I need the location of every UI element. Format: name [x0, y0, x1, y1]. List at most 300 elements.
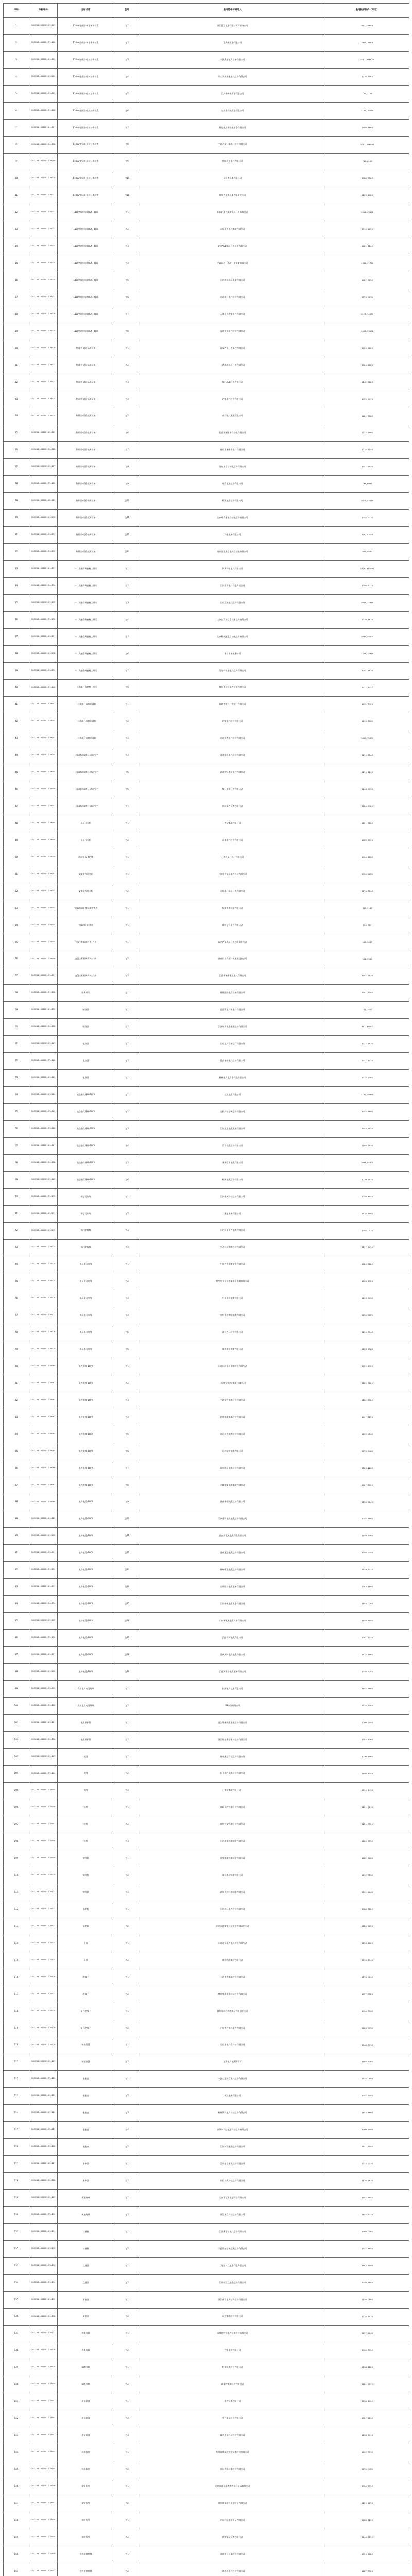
cell-seq: 138 [4, 2342, 29, 2359]
table-row [4, 1426, 409, 1443]
cell-package: 包2 [114, 2088, 140, 2105]
cell-winner: 远东电缆有限公司 [140, 1087, 325, 1104]
cell-seq: 11 [4, 187, 29, 204]
header-seq: 序号 [4, 4, 29, 18]
cell-price: 861, 39007 [325, 1019, 409, 1036]
cell-winner: 积成电子股份有限公司 [140, 493, 325, 510]
cell-package: 包3 [114, 1782, 140, 1799]
cell-seq: 24 [4, 408, 29, 425]
cell-lot-id: CG1Z48-1002001-110067 [29, 1137, 58, 1154]
cell-lot-name: 计量箱 [58, 2223, 114, 2240]
cell-package: 包1 [114, 2478, 140, 2495]
cell-package: 包2 [114, 1104, 140, 1121]
cell-lot-id: CG1Z48-1002001-110042 [29, 713, 58, 730]
cell-seq: 114 [4, 1935, 29, 1952]
cell-lot-id: CG1Z48-1002001-110124 [29, 2105, 58, 2122]
table-row [4, 1409, 409, 1426]
cell-lot-name: 电力电缆-10kV [58, 1460, 114, 1477]
cell-lot-name: 光缆 [58, 1782, 114, 1799]
table-row [4, 1053, 409, 1070]
cell-lot-id: CG1Z48-1002001-110028 [29, 476, 58, 493]
cell-seq: 129 [4, 2190, 29, 2207]
cell-seq: 137 [4, 2325, 29, 2342]
cell-lot-name: 直流电源 [58, 2342, 114, 2359]
cell-lot-id: CG1Z48-1002001-110060 [29, 1019, 58, 1036]
cell-lot-id: CG1Z48-1002001-110037 [29, 628, 58, 645]
cell-package: 包1 [114, 1070, 140, 1087]
cell-lot-name: 钢芯铝绞线 [58, 1222, 114, 1239]
cell-price: 1018, 7740 [325, 1952, 409, 1969]
cell-lot-name: 物资类-试验检测设备 [58, 527, 114, 544]
cell-winner: 江苏双汇电力发展股份有限公司 [140, 1935, 325, 1952]
cell-package: 包2 [114, 1205, 140, 1222]
cell-lot-name: 架空绝缘导线-10kV [58, 1104, 114, 1121]
cell-package: 包14 [114, 1579, 140, 1596]
cell-winner: 广州市迈克林电力有限公司 [140, 2020, 325, 2037]
cell-winner: 许继电气股份有限公司 [140, 713, 325, 730]
cell-price: 1135, 0640 [325, 1426, 409, 1443]
cell-price: 1270, 2140 [325, 747, 409, 764]
cell-seq: 92 [4, 1562, 29, 1579]
cell-lot-name: 110kV组合电器(GIS)-间隔 [58, 204, 114, 221]
cell-lot-id: CG1Z48-1002001-110118 [29, 2003, 58, 2020]
table-row [4, 442, 409, 459]
table-row [4, 594, 409, 611]
cell-lot-id: CG1Z48-1002001-110116 [29, 1969, 58, 1986]
cell-price: 1025, 7820 [325, 1036, 409, 1053]
cell-lot-id: CG1Z48-1002001-110007 [29, 119, 58, 136]
table-row [4, 1036, 409, 1053]
cell-winner: 新东北电气集团高压开关有限公司 [140, 204, 325, 221]
cell-winner: 湖南华菱线缆股份有限公司 [140, 1494, 325, 1511]
cell-lot-name: 电力电缆-10kV [58, 1494, 114, 1511]
cell-lot-name: 复合绝缘子 [58, 2020, 114, 2037]
cell-package: 包3 [114, 1120, 140, 1137]
cell-price: 1018, 53060 [325, 493, 409, 510]
cell-lot-name: 蓄电池 [58, 2291, 114, 2308]
cell-lot-name: 电力电缆-10kV [58, 1613, 114, 1630]
cell-lot-id: CG1Z48-1002001-110055 [29, 934, 58, 951]
cell-winner: 海湾安全技术有限公司 [140, 2529, 325, 2546]
cell-seq: 73 [4, 1239, 29, 1256]
cell-winner: 北京利达华信电子有限公司 [140, 2512, 325, 2529]
cell-winner: 东软载波科技股份有限公司 [140, 2173, 325, 2190]
cell-lot-name: 复合绝缘子 [58, 2003, 114, 2020]
table-row [4, 1358, 409, 1375]
cell-price: 1032, 9900 [325, 425, 409, 442]
cell-lot-id: CG1Z48-1002001-110123 [29, 2088, 58, 2105]
cell-seq: 108 [4, 1833, 29, 1850]
cell-price: 1097, 096060 [325, 136, 409, 153]
cell-lot-id: CG1Z48-1002001-110062 [29, 1053, 58, 1070]
table-row [4, 1630, 409, 1647]
cell-price: 1153, 7660 [325, 2105, 409, 2122]
cell-package: 包16 [114, 1613, 140, 1630]
cell-package: 包4 [114, 747, 140, 764]
cell-package: 包17 [114, 1630, 140, 1647]
cell-package: 包1 [114, 696, 140, 713]
cell-lot-name: 电能表 [58, 2139, 114, 2156]
cell-winner: 上海思源电气股份有限公司 [140, 2563, 325, 2576]
cell-winner: 广东吉青电缆实业有限公司 [140, 1256, 325, 1273]
table-row [4, 2122, 409, 2139]
table-row [4, 1154, 409, 1171]
table-row [4, 764, 409, 781]
cell-package: 包2 [114, 1918, 140, 1935]
cell-seq: 17 [4, 289, 29, 306]
cell-price: 1036, 6240 [325, 1663, 409, 1680]
table-row [4, 2291, 409, 2308]
cell-lot-id: CG1Z48-1002001-110104 [29, 1765, 58, 1782]
table-row [4, 2257, 409, 2274]
cell-winner: 扬州曙光电缆股份有限公司 [140, 1562, 325, 1579]
cell-lot-name: 电力电缆-10kV [58, 1545, 114, 1562]
cell-seq: 36 [4, 611, 29, 628]
cell-package: 包5 [114, 764, 140, 781]
cell-seq: 149 [4, 2529, 29, 2546]
cell-lot-id: CG1Z48-1002001-110136 [29, 2308, 58, 2325]
cell-lot-name: 铁塔 [58, 1816, 114, 1833]
cell-seq: 72 [4, 1222, 29, 1239]
cell-winner: 江苏宝安电缆有限公司 [140, 1443, 325, 1460]
cell-seq: 110 [4, 1867, 29, 1884]
cell-lot-id: CG1Z48-1002001-110096 [29, 1630, 58, 1647]
table-row [4, 1714, 409, 1731]
cell-lot-name: 直流电源 [58, 2325, 114, 2342]
cell-seq: 35 [4, 594, 29, 611]
cell-seq: 2 [4, 34, 29, 51]
cell-lot-id: CG1Z48-1002001-110112 [29, 1901, 58, 1918]
cell-price: 1081, 2330 [325, 1630, 409, 1647]
cell-seq: 116 [4, 1969, 29, 1986]
cell-winner: 上海思源高压开关有限公司 [140, 357, 325, 374]
cell-price: 1261, 1620 [325, 662, 409, 679]
cell-price: 1115, 7980 [325, 1647, 409, 1664]
table-row [4, 1748, 409, 1765]
cell-winner: 江苏东源电器集团股份有限公司 [140, 1019, 325, 1036]
cell-package: 包7 [114, 119, 140, 136]
cell-seq: 12 [4, 204, 29, 221]
cell-price: 1129, 7310 [325, 1562, 409, 1579]
cell-price: 1561, 4260 [325, 238, 409, 255]
cell-lot-id: CG1Z48-1002001-110089 [29, 1511, 58, 1528]
cell-seq: 27 [4, 459, 29, 476]
cell-winner: 3M中国有限公司 [140, 1697, 325, 1714]
table-row [4, 204, 409, 221]
cell-lot-id: CG1Z48-1002001-110025 [29, 425, 58, 442]
cell-seq: 66 [4, 1120, 29, 1137]
header-row [4, 4, 409, 18]
table-row [4, 849, 409, 866]
cell-lot-name: 一二次融合成套环网箱-空气 [58, 781, 114, 798]
cell-price: 782, 2156 [325, 85, 409, 102]
table-row [4, 815, 409, 832]
cell-lot-id: CG1Z48-1002001-110100 [29, 1697, 58, 1714]
cell-lot-id: CG1Z48-1002001-110150 [29, 2546, 58, 2563]
cell-price: 1190, 6450 [325, 1765, 409, 1782]
cell-package: 包4 [114, 1307, 140, 1324]
cell-lot-id: CG1Z48-1002001-110145 [29, 2461, 58, 2478]
cell-lot-name: 110kV变压器-组装分体装置 [58, 85, 114, 102]
cell-seq: 103 [4, 1748, 29, 1765]
cell-lot-id: CG1Z48-1002001-110044 [29, 747, 58, 764]
table-row [4, 1087, 409, 1104]
cell-lot-id: CG1Z48-1002001-110071 [29, 1205, 58, 1222]
header-package: 包号 [114, 4, 140, 18]
cell-package: 包1 [114, 1850, 140, 1867]
cell-lot-name: 铁塔 [58, 1799, 114, 1816]
cell-winner: 青岛鼎信通讯股份有限公司 [140, 2156, 325, 2173]
cell-lot-id: CG1Z48-1002001-110005 [29, 85, 58, 102]
table-row [4, 1494, 409, 1511]
cell-price: 1193, 0280 [325, 1596, 409, 1613]
cell-winner: 科华恒盛股份有限公司 [140, 2359, 325, 2376]
cell-lot-id: CG1Z48-1002001-110126 [29, 2139, 58, 2156]
cell-lot-name: 交流三相隔离开关-户外 [58, 934, 114, 951]
cell-price: 1055, 8600 [325, 1104, 409, 1121]
cell-seq: 97 [4, 1647, 29, 1664]
cell-package: 包4 [114, 1239, 140, 1256]
cell-winner: 河南通达电缆股份有限公司 [140, 1545, 325, 1562]
table-row [4, 1545, 409, 1562]
cell-package: 包1 [114, 1256, 140, 1273]
cell-winner: 泰开电气集团有限公司 [140, 408, 325, 425]
cell-seq: 83 [4, 1409, 29, 1426]
cell-lot-id: CG1Z48-1002001-110073 [29, 1239, 58, 1256]
cell-winner: 江苏远洋东泽电缆股份有限公司 [140, 1358, 325, 1375]
table-row [4, 255, 409, 272]
cell-lot-name: 光缆 [58, 1765, 114, 1782]
cell-price: 1051, 666876 [325, 51, 409, 68]
cell-winner: 北京双杰电气股份有限公司 [140, 594, 325, 611]
table-row [4, 2376, 409, 2393]
cell-lot-id: CG1Z48-1002001-110059 [29, 1002, 58, 1019]
cell-seq: 53 [4, 900, 29, 917]
cell-seq: 45 [4, 764, 29, 781]
cell-winner: 北京四方继保自动化股份有限公司 [140, 510, 325, 527]
table-row [4, 221, 409, 238]
cell-lot-name: 铁塔 [58, 1833, 114, 1850]
cell-lot-id: CG1Z48-1002001-110095 [29, 1613, 58, 1630]
table-row [4, 476, 409, 493]
cell-lot-name: 物资类-试验检测设备 [58, 442, 114, 459]
award-table [3, 3, 409, 2576]
cell-price: 1236, 24979 [325, 645, 409, 662]
cell-winner: 江苏南瑞泰事达电气有限公司 [140, 968, 325, 985]
cell-package: 包1 [114, 866, 140, 883]
cell-price: 1084, 6360 [325, 1731, 409, 1748]
table-row [4, 1137, 409, 1154]
cell-lot-name: 交流盘式开关柜 [58, 883, 114, 900]
cell-winner: 浙江万马股份有限公司 [140, 1324, 325, 1341]
table-row [4, 1816, 409, 1833]
cell-price: 1102, 2520 [325, 968, 409, 985]
cell-lot-id: CG1Z48-1002001-110052 [29, 883, 58, 900]
cell-package: 包6 [114, 1171, 140, 1188]
cell-seq: 31 [4, 527, 29, 544]
table-row [4, 883, 409, 900]
table-row [4, 510, 409, 527]
cell-price: 1144, 5230 [325, 2206, 409, 2223]
table-row [4, 408, 409, 425]
cell-lot-name: 一二次融合成套柱上开关 [58, 594, 114, 611]
cell-winner: 湖南长高高压开关集团股份公司 [140, 951, 325, 968]
cell-price: 1098, 9350 [325, 1545, 409, 1562]
cell-lot-id: CG1Z48-1002001-110132 [29, 2240, 58, 2257]
cell-package: 包13 [114, 1562, 140, 1579]
cell-package: 包2 [114, 951, 140, 968]
cell-price: 1054, 7270 [325, 510, 409, 527]
cell-price: 1149, 6050 [325, 1613, 409, 1630]
cell-lot-name: 一二次融合成套环网箱 [58, 730, 114, 747]
cell-price: 1273, 7610 [325, 289, 409, 306]
cell-winner: 江苏中天科技股份有限公司 [140, 1188, 325, 1205]
cell-price: 1480, 3866 [325, 119, 409, 136]
cell-package: 包8 [114, 323, 140, 340]
cell-lot-name: 金具 [58, 1935, 114, 1952]
cell-seq: 112 [4, 1901, 29, 1918]
cell-lot-id: CG1Z48-1002001-110016 [29, 272, 58, 289]
cell-winner: 南京南瑞继保电气有限公司 [140, 442, 325, 459]
cell-winner: 厦门华电开关有限公司 [140, 781, 325, 798]
cell-price: 1365, 11760 [325, 255, 409, 272]
cell-package: 包3 [114, 968, 140, 985]
cell-winner: 江苏华鹏变压器有限公司 [140, 85, 325, 102]
cell-package: 包6 [114, 425, 140, 442]
cell-lot-name: 电力电缆-10kV [58, 1409, 114, 1426]
cell-lot-name: 钢芯铝绞线 [58, 1188, 114, 1205]
table-row [4, 713, 409, 730]
cell-winner: 长飞光纤光缆股份有限公司 [140, 1765, 325, 1782]
cell-price: 1069, 9990 [325, 2122, 409, 2139]
cell-lot-id: CG1Z48-1002001-110101 [29, 1714, 58, 1731]
cell-lot-name: 110kV变压器-组装分体装置 [58, 170, 114, 187]
cell-seq: 54 [4, 917, 29, 934]
cell-package: 包2 [114, 221, 140, 238]
cell-seq: 78 [4, 1324, 29, 1341]
cell-price: 1053, 6620 [325, 2546, 409, 2563]
cell-price: 1089, 75000 [325, 730, 409, 747]
cell-winner: 常州西电变压器有限责任公司 [140, 187, 325, 204]
cell-package: 包2 [114, 1952, 140, 1969]
cell-lot-id: CG1Z48-1002001-110120 [29, 2037, 58, 2054]
cell-package: 包1 [114, 2512, 140, 2529]
table-row [4, 1324, 409, 1341]
table-row [4, 934, 409, 951]
cell-lot-name: 物资类-试验检测设备 [58, 340, 114, 357]
cell-package: 包2 [114, 1986, 140, 2003]
cell-package: 包1 [114, 2223, 140, 2240]
cell-seq: 140 [4, 2376, 29, 2393]
cell-winner: 湖北世纪森源电气有限公司 [140, 764, 325, 781]
cell-price: 1130, 3840 [325, 1494, 409, 1511]
cell-price: 1083, 14860 [325, 594, 409, 611]
cell-package: 包1 [114, 1002, 140, 1019]
cell-winner: 醴陵华鑫电瓷科技股份有限公司 [140, 1986, 325, 2003]
cell-winner: 国电南京自动化股份有限公司 [140, 459, 325, 476]
cell-seq: 5 [4, 85, 29, 102]
cell-lot-id: CG1Z48-1002001-110082 [29, 1392, 58, 1409]
cell-winner: 许继集团有限公司 [140, 527, 325, 544]
cell-seq: 39 [4, 662, 29, 679]
cell-price: 1376, 913090 [325, 561, 409, 578]
cell-winner: 长园深瑞继保自动化有限公司 [140, 425, 325, 442]
table-row [4, 374, 409, 391]
cell-seq: 26 [4, 442, 29, 459]
cell-lot-id: CG1Z48-1002001-110035 [29, 594, 58, 611]
cell-package: 包1 [114, 2257, 140, 2274]
cell-price: 1048, 6010 [325, 2037, 409, 2054]
cell-seq: 76 [4, 1290, 29, 1307]
cell-price: 1215, 5140 [325, 442, 409, 459]
cell-lot-id: CG1Z48-1002001-110008 [29, 136, 58, 153]
cell-lot-name: 物资类-试验检测设备 [58, 408, 114, 425]
cell-seq: 119 [4, 2020, 29, 2037]
table-row [4, 1477, 409, 1494]
cell-package: 包2 [114, 1765, 140, 1782]
cell-price: 1127, 4650 [325, 2240, 409, 2257]
cell-winner: 上海金智晟东电力科技有限公司 [140, 866, 325, 883]
cell-lot-id: CG1Z48-1002001-110093 [29, 1579, 58, 1596]
table-row [4, 1867, 409, 1884]
cell-price: 1092, 3420 [325, 696, 409, 713]
table-row [4, 1986, 409, 2003]
cell-package: 包11 [114, 187, 140, 204]
cell-price: 1096, 1725 [325, 577, 409, 594]
cell-package: 包2 [114, 713, 140, 730]
cell-lot-name: 电力电缆-10kV [58, 1375, 114, 1392]
table-row [4, 1731, 409, 1748]
cell-price: 1102, 8940 [325, 2190, 409, 2207]
cell-winner: 潍坊长安铁塔股份有限公司 [140, 1816, 325, 1833]
cell-package: 包1 [114, 1188, 140, 1205]
cell-price: 1182, 0360 [325, 1392, 409, 1409]
cell-package: 包1 [114, 2037, 140, 2054]
cell-seq: 60 [4, 1019, 29, 1036]
cell-winner: 威胜集团有限公司 [140, 2088, 325, 2105]
cell-seq: 115 [4, 1952, 29, 1969]
cell-price: 1136, 0880 [325, 2291, 409, 2308]
cell-package: 包5 [114, 1426, 140, 1443]
cell-seq: 42 [4, 713, 29, 730]
cell-seq: 147 [4, 2495, 29, 2512]
cell-price: 1141, 1640 [325, 1884, 409, 1901]
cell-price: 1162, 49895 [325, 1087, 409, 1104]
table-row [4, 1188, 409, 1205]
table-row [4, 1884, 409, 1901]
table-row [4, 2088, 409, 2105]
cell-seq: 48 [4, 815, 29, 832]
cell-price: 1146, 20479 [325, 102, 409, 119]
cell-seq: 70 [4, 1188, 29, 1205]
cell-winner: 青岛汉缆股份有限公司 [140, 1137, 325, 1154]
cell-price: 1096, 3990 [325, 2342, 409, 2359]
cell-price: 1080, 2050 [325, 1714, 409, 1731]
cell-package: 包7 [114, 798, 140, 815]
table-row [4, 1528, 409, 1545]
cell-lot-name: 一二次融合成套柱上开关 [58, 662, 114, 679]
cell-winner: 西安西电开关电气有限公司 [140, 1002, 325, 1019]
cell-package: 包11 [114, 510, 140, 527]
cell-lot-id: CG1Z48-1002001-110056 [29, 951, 58, 968]
table-row [4, 2342, 409, 2359]
cell-seq: 41 [4, 696, 29, 713]
table-row [4, 459, 409, 476]
cell-package: 包10 [114, 170, 140, 187]
cell-lot-name: 金具 [58, 1952, 114, 1969]
cell-winner: 平高东芝（廊坊）避雷器有限公司 [140, 255, 325, 272]
table-body [4, 18, 409, 2576]
